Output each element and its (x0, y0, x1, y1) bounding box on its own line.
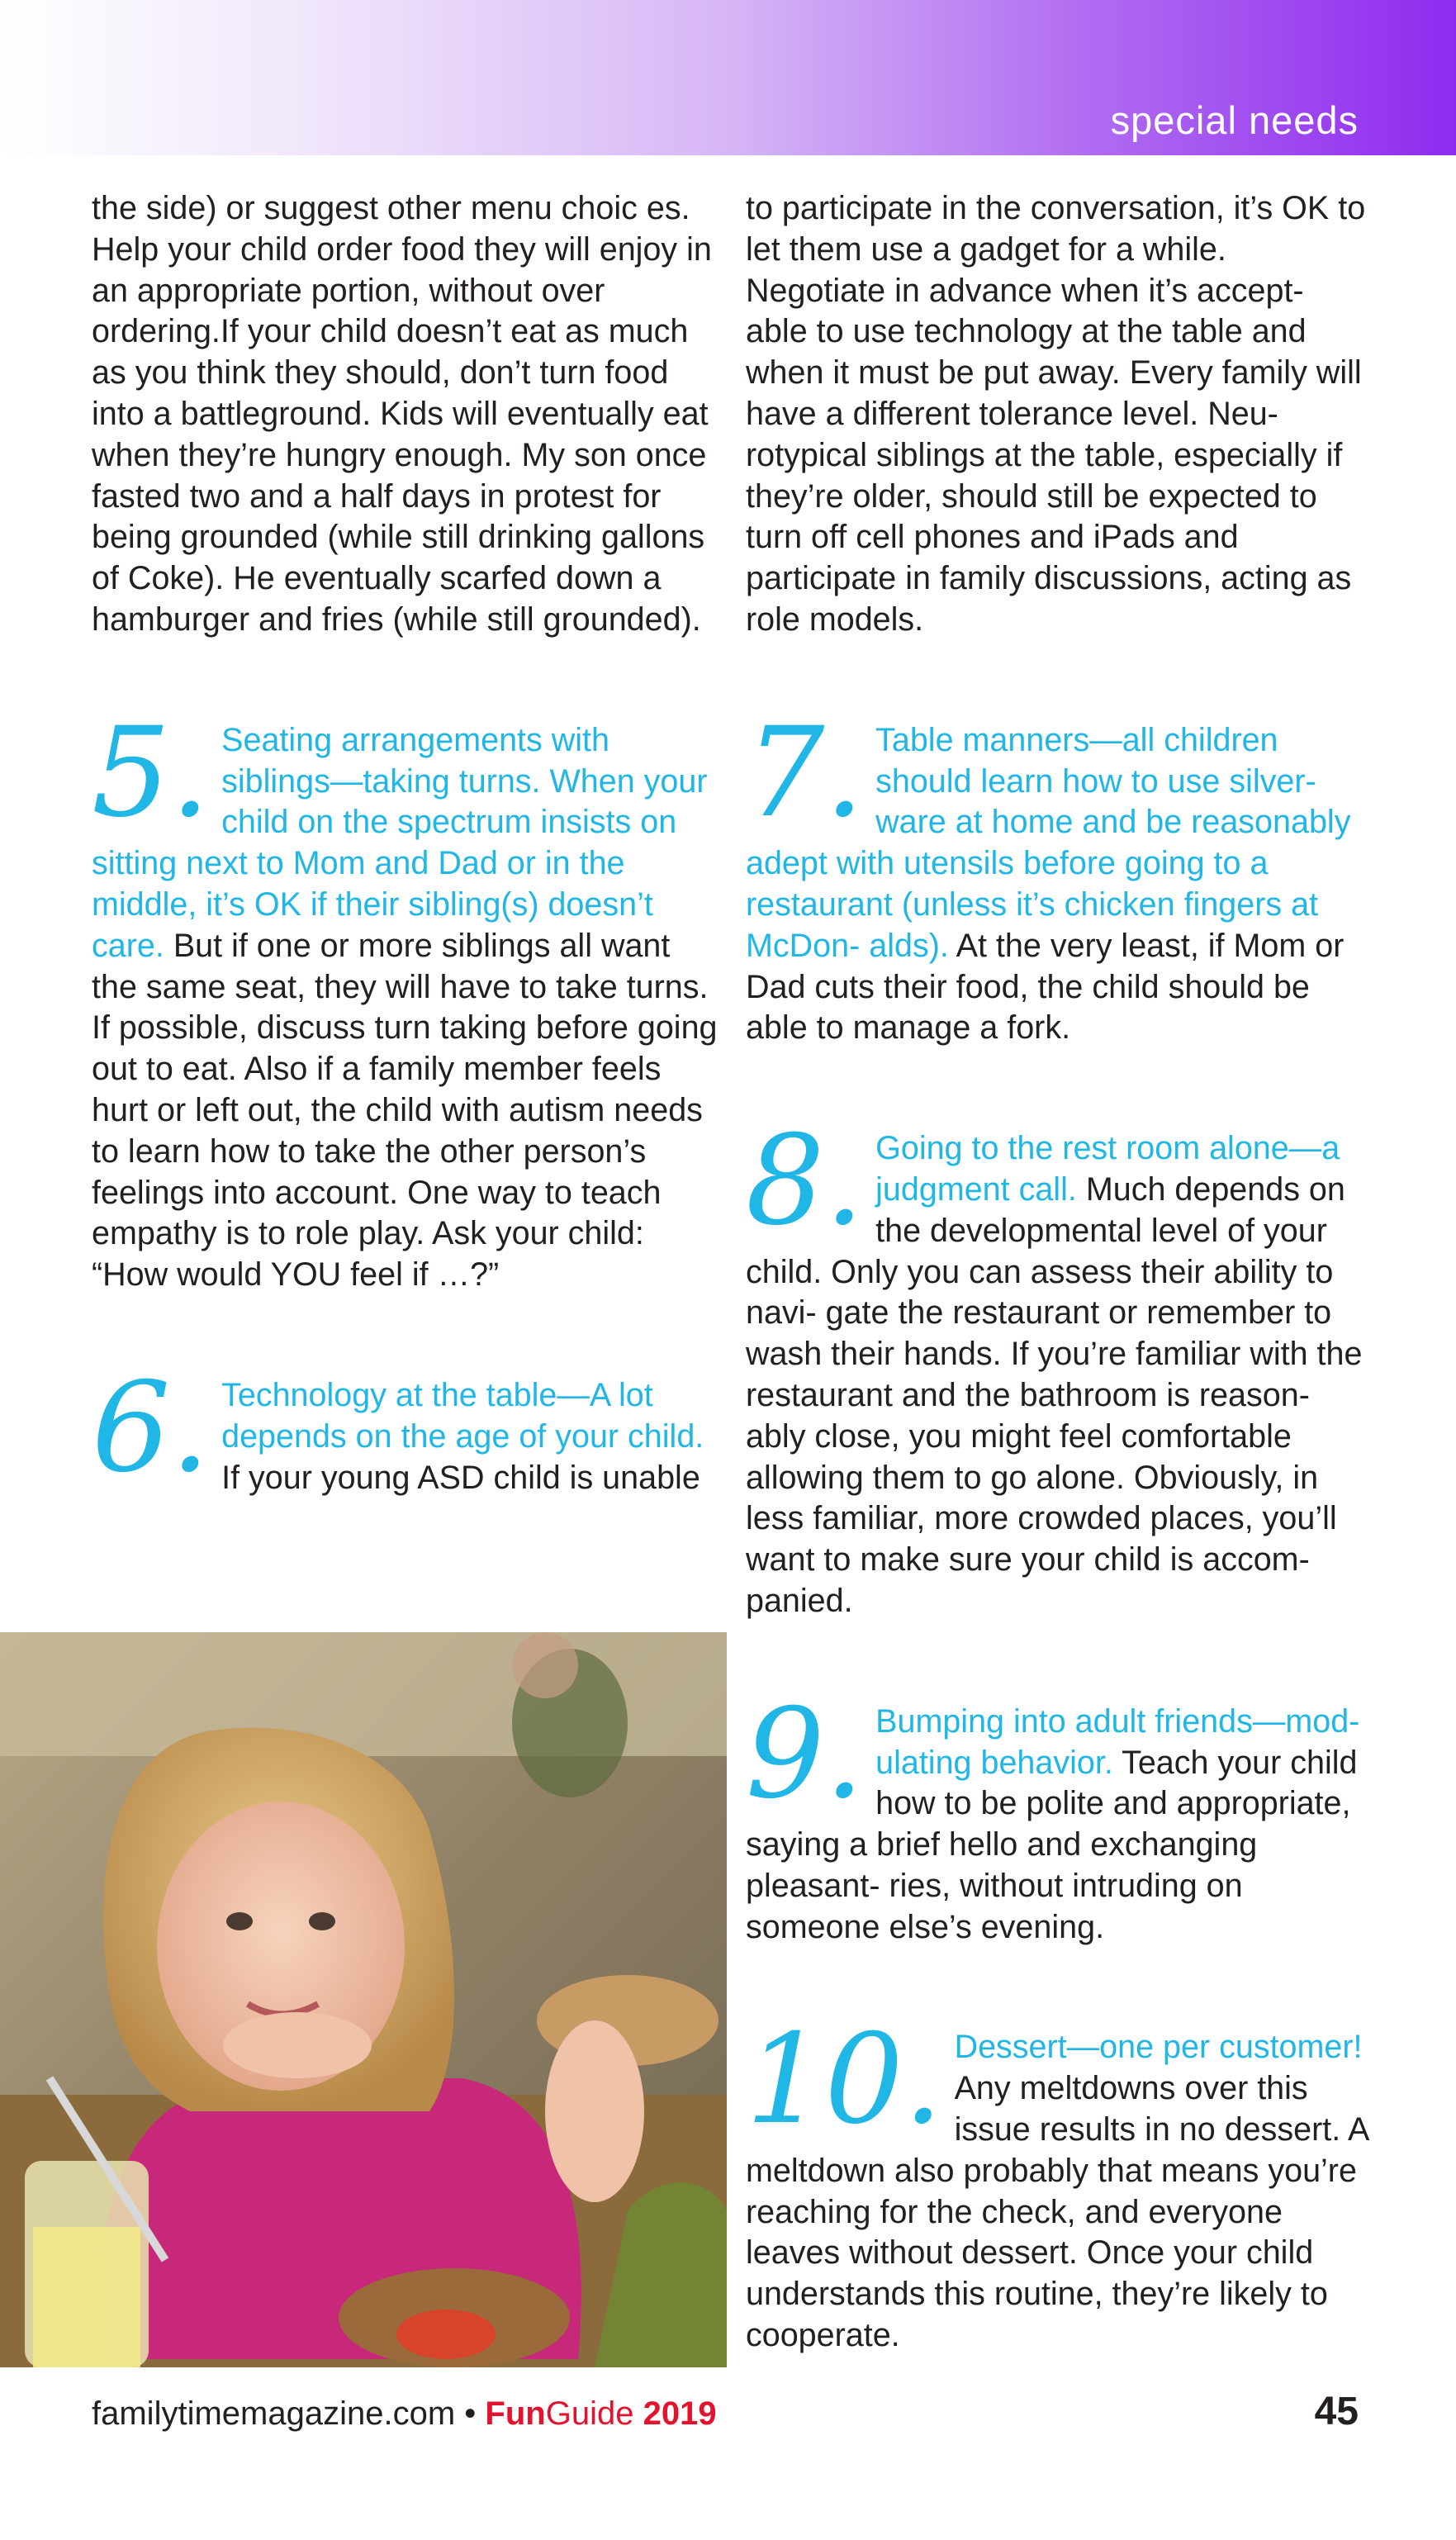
tip-8 (746, 1109, 1373, 1622)
tip-7 (746, 700, 1373, 1049)
page-number: 45 (1314, 2390, 1359, 2433)
tip-8-number: 8. (746, 1109, 865, 1254)
tip-6 (92, 1355, 719, 1500)
tip-9-number: 9. (746, 1682, 865, 1826)
tip-10-body: Any meltdowns over this issue results in no dessert. A meltdown also probably that means you’re reaching for the check, and everyone leaves without dessert. Once your child understands this routine, they’re likely to cooperate. (746, 2070, 1368, 2354)
footer-brand-guide: Guide (545, 2395, 634, 2432)
tip-9 (746, 1682, 1373, 1949)
tip-6-body: If your young ASD child is unable (221, 1459, 700, 1496)
tip-5 (92, 700, 719, 1296)
tip-10 (746, 2008, 1373, 2356)
left-intro-text: the side) or suggest other menu choic es. Help your child order food they will enjoy in an appropriate portion, without over ordering.If your child doesn’t eat as much as you think they should, don’t turn food into a battleground. Kids will eventually eat when they’re hungry enough. My son once fasted two and a half days in protest for being grounded (while still drinking gallons of Coke). He eventually scarfed down a hamburger and fries (while still grounded). (92, 190, 712, 638)
footer-site (92, 2395, 717, 2433)
right-intro-text: to participate in the conversation, it’s OK to let them use a gadget for a while. Negotiate in advance when it’s accept- able to use technology at the table and when it must be put away. Every family will have a different tolerance level. Neu- rotypical siblings at the table, especially if they’re older, should still be expected to turn off cell phones and iPads and participate in family discussions, acting as role models. (746, 190, 1366, 638)
tip-8-body: Much depends on the developmental level of your child. Only you can assess their ability to navi- gate the restaurant or remember to wash their hands. If you’re familiar with the restaurant and the bathroom is reason- ably close, you might feel comfortable allowing them to go alone. Obviously, in less familiar, more crowded places, you’ll want to make sure your child is accom- panied. (746, 1170, 1363, 1619)
tip-10-number: 10. (746, 2008, 943, 2153)
tip-5-body: But if one or more siblings all want the same seat, they will have to take turns. If possible, discuss turn taking before going out to eat. Also if a family member feels hurt or left out, the child with autism needs to learn how to take the other person’s feelings into account. One way to teach empathy is to role play. Ask your child: “How would YOU feel if …?” (92, 927, 718, 1294)
footer-url: familytimemagazine.com • (92, 2395, 477, 2432)
child-eating-photo (0, 1632, 727, 2367)
tip-5-number: 5. (92, 700, 211, 845)
footer-brand-fun: Fun (485, 2395, 546, 2432)
tip-10-heading: Dessert—one per customer! (954, 2029, 1363, 2066)
tip-7-heading: Table manners—all children should learn how to use silver- ware at home and be reasonably adept with utensils before going to a restaurant (unless it’s chicken fingers at McDon- alds). (746, 721, 1351, 964)
tip-5-heading: Seating arrangements with siblings—taking turns. When your child on the spectrum insists on sitting next to Mom and Dad or in the middle, it’s OK if their sibling(s) doesn’t care. (92, 721, 708, 964)
tip-6-heading: Technology at the table—A lot depends on the age of your child. (221, 1376, 704, 1455)
left-column (92, 188, 719, 1498)
tip-7-number: 7. (746, 700, 865, 845)
header-banner (0, 0, 1456, 155)
tip-8-heading: Going to the rest room alone—a judgment call. (875, 1130, 1340, 1208)
tip-7-body: At the very least, if Mom or Dad cuts their food, the child should be able to manage a fork. (746, 927, 1345, 1047)
right-column (746, 188, 1373, 2357)
tip-9-body: Teach your child how to be polite and appropriate, saying a brief hello and exchanging pleasant- ries, without intruding on someone else’s evening. (746, 1744, 1358, 1945)
tip-6-number: 6. (92, 1355, 211, 1500)
tip-9-heading: Bumping into adult friends—mod- ulating behavior. (875, 1702, 1360, 1781)
footer-year: 2019 (643, 2395, 717, 2432)
section-label: special needs (1110, 98, 1359, 142)
